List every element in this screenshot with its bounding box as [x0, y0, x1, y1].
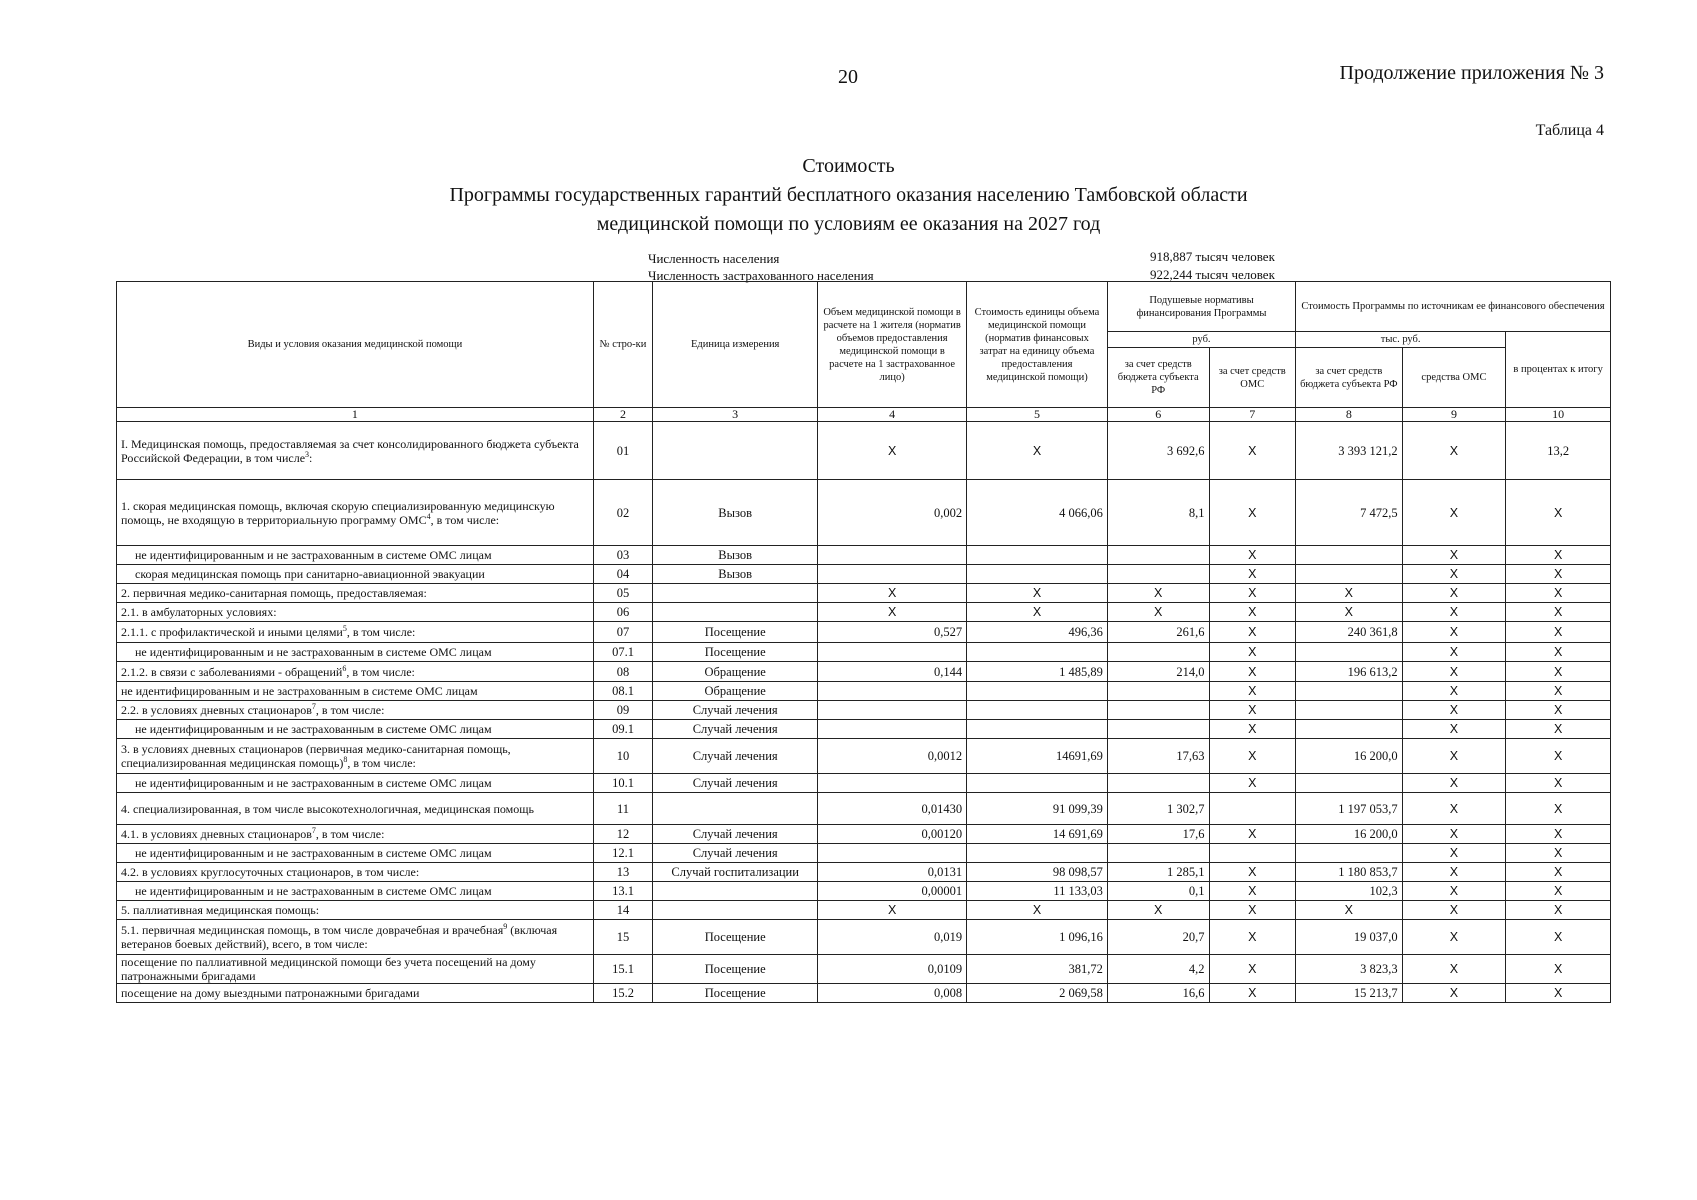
cell-v6: [1107, 682, 1209, 701]
col-number: 8: [1296, 408, 1403, 422]
cell-v7: [1209, 793, 1296, 825]
cell-v10: X: [1506, 662, 1611, 682]
table-row: [117, 863, 1611, 882]
cell-v4: 0,0012: [818, 739, 967, 774]
table-row: [117, 422, 1611, 480]
cell-v7: X: [1209, 565, 1296, 584]
cell-v5: X: [967, 584, 1108, 603]
row-line-number: 15: [593, 920, 652, 955]
cell-v4: X: [818, 901, 967, 920]
table-row: [117, 984, 1611, 1003]
cell-v6: 1 302,7: [1107, 793, 1209, 825]
cell-v8: 16 200,0: [1296, 739, 1403, 774]
row-name: не идентифицированным и не застрахованным в системе ОМС лицам: [117, 643, 594, 662]
row-unit: Случай лечения: [653, 774, 818, 793]
cell-v9: X: [1402, 603, 1506, 622]
cell-v5: [967, 682, 1108, 701]
cell-v7: X: [1209, 546, 1296, 565]
row-line-number: 14: [593, 901, 652, 920]
cell-v4: 0,00001: [818, 882, 967, 901]
title-line-3: медицинской помощи по условиям ее оказания на 2027 год: [596, 213, 1101, 235]
cell-v9: X: [1402, 955, 1506, 984]
cell-v4: 0,144: [818, 662, 967, 682]
cell-v6: 8,1: [1107, 480, 1209, 546]
row-name: 5.1. первичная медицинская помощь, в том числе доврачебная и врачебная$^9$ (включая ветеранов боевых действий), всего, в том числе:: [117, 920, 594, 955]
cell-v7: X: [1209, 863, 1296, 882]
cell-v9: X: [1402, 565, 1506, 584]
table-row: [117, 844, 1611, 863]
table-row: [117, 701, 1611, 720]
cell-v9: X: [1402, 920, 1506, 955]
row-line-number: 02: [593, 480, 652, 546]
cell-v7: X: [1209, 603, 1296, 622]
cell-v8: X: [1296, 901, 1403, 920]
cell-v5: [967, 643, 1108, 662]
cell-v4: 0,00120: [818, 825, 967, 844]
cell-v8: X: [1296, 584, 1403, 603]
col-number: 9: [1402, 408, 1506, 422]
row-line-number: 09: [593, 701, 652, 720]
cell-v9: X: [1402, 643, 1506, 662]
cell-v8: 240 361,8: [1296, 622, 1403, 643]
cell-v8: 7 472,5: [1296, 480, 1403, 546]
cell-v6: X: [1107, 603, 1209, 622]
cell-v10: X: [1506, 863, 1611, 882]
row-name: 4.1. в условиях дневных стационаров$^7$, в том числе:: [117, 825, 594, 844]
row-line-number: 05: [593, 584, 652, 603]
cell-v7: X: [1209, 682, 1296, 701]
cell-v8: [1296, 682, 1403, 701]
row-unit: Случай лечения: [653, 720, 818, 739]
cell-v6: [1107, 844, 1209, 863]
row-line-number: 11: [593, 793, 652, 825]
cell-v10: X: [1506, 565, 1611, 584]
cell-v7: X: [1209, 920, 1296, 955]
cell-v6: 17,63: [1107, 739, 1209, 774]
row-unit: Обращение: [653, 662, 818, 682]
row-line-number: 04: [593, 565, 652, 584]
table-body: [117, 422, 1611, 1003]
table-row: [117, 901, 1611, 920]
cell-v8: [1296, 565, 1403, 584]
cell-v4: 0,0131: [818, 863, 967, 882]
cell-v4: 0,0109: [818, 955, 967, 984]
cell-v5: [967, 774, 1108, 793]
cell-v8: [1296, 546, 1403, 565]
cell-v4: [818, 844, 967, 863]
cell-v10: X: [1506, 844, 1611, 863]
row-name: 2. первичная медико-санитарная помощь, предоставляемая:: [117, 584, 594, 603]
row-line-number: 01: [593, 422, 652, 480]
col-number: 2: [593, 408, 652, 422]
table-row: [117, 955, 1611, 984]
cell-v6: [1107, 701, 1209, 720]
table-row: [117, 622, 1611, 643]
cell-v10: 13,2: [1506, 422, 1611, 480]
table-label: Таблица 4: [1535, 122, 1604, 139]
table-row: [117, 682, 1611, 701]
cell-v4: [818, 565, 967, 584]
table-row: [117, 643, 1611, 662]
table-row: [117, 793, 1611, 825]
row-line-number: 07.1: [593, 643, 652, 662]
cell-v9: X: [1402, 682, 1506, 701]
row-line-number: 15.1: [593, 955, 652, 984]
cell-v10: X: [1506, 622, 1611, 643]
col-number: 7: [1209, 408, 1296, 422]
cell-v7: X: [1209, 584, 1296, 603]
table-row: [117, 603, 1611, 622]
cell-v10: X: [1506, 739, 1611, 774]
cell-v6: [1107, 565, 1209, 584]
cell-v9: X: [1402, 701, 1506, 720]
row-name: скорая медицинская помощь при санитарно-авиационной эвакуации: [117, 565, 594, 584]
row-name: посещение по паллиативной медицинской помощи без учета посещений на дому патронажными бригадами: [117, 955, 594, 984]
col-number: 3: [653, 408, 818, 422]
cell-v8: 3 393 121,2: [1296, 422, 1403, 480]
title-line-1: Стоимость: [802, 155, 895, 177]
cell-v7: X: [1209, 882, 1296, 901]
col-header-unit-cost: Стоимость единицы объема медицинской помощи (норматив финансовых затрат на единицу объема предоставления медицинской помощи): [967, 282, 1108, 408]
cell-v9: X: [1402, 739, 1506, 774]
col-header-kinds: Виды и условия оказания медицинской помощи: [117, 282, 594, 408]
cell-v8: 1 180 853,7: [1296, 863, 1403, 882]
cell-v6: 16,6: [1107, 984, 1209, 1003]
title-line-2: Программы государственных гарантий бесплатного оказания населению Тамбовской области: [449, 184, 1248, 206]
cell-v7: X: [1209, 480, 1296, 546]
col-group-program-cost: Стоимость Программы по источникам ее финансового обеспечения: [1296, 282, 1611, 332]
col-number: 10: [1506, 408, 1611, 422]
cell-v8: [1296, 844, 1403, 863]
cell-v5: 98 098,57: [967, 863, 1108, 882]
cell-v10: X: [1506, 984, 1611, 1003]
cell-v7: X: [1209, 774, 1296, 793]
cell-v7: X: [1209, 662, 1296, 682]
cell-v6: [1107, 720, 1209, 739]
row-unit: [653, 901, 818, 920]
cell-v6: [1107, 643, 1209, 662]
row-line-number: 07: [593, 622, 652, 643]
row-unit: Вызов: [653, 546, 818, 565]
row-name: 2.2. в условиях дневных стационаров$^7$, в том числе:: [117, 701, 594, 720]
cell-v10: X: [1506, 720, 1611, 739]
cell-v6: 17,6: [1107, 825, 1209, 844]
row-name: 1. скорая медицинская помощь, включая скорую специализированную медицинскую помощь, не входящую в территориальную программу ОМС$^4$, в том числе:: [117, 480, 594, 546]
row-unit: Вызов: [653, 565, 818, 584]
table-row: [117, 565, 1611, 584]
table-row: [117, 584, 1611, 603]
row-unit: [653, 584, 818, 603]
cell-v4: X: [818, 584, 967, 603]
cell-v7: X: [1209, 622, 1296, 643]
cell-v8: 15 213,7: [1296, 984, 1403, 1003]
col-header-line-no: № стро-ки: [593, 282, 652, 408]
col-header-budget-cost: за счет средств бюджета субъекта РФ: [1296, 348, 1403, 408]
cell-v5: 91 099,39: [967, 793, 1108, 825]
cell-v6: 0,1: [1107, 882, 1209, 901]
col-number: 4: [818, 408, 967, 422]
row-name: 4. специализированная, в том числе высокотехнологичная, медицинская помощь: [117, 793, 594, 825]
cell-v10: X: [1506, 793, 1611, 825]
cell-v9: X: [1402, 584, 1506, 603]
cell-v7: X: [1209, 901, 1296, 920]
cell-v9: X: [1402, 480, 1506, 546]
row-name: 3. в условиях дневных стационаров (первичная медико-санитарная помощь, специализированная медицинская помощь)$^8$, в том числе:: [117, 739, 594, 774]
cell-v4: [818, 546, 967, 565]
row-unit: Вызов: [653, 480, 818, 546]
row-name: посещение на дому выездными патронажными бригадами: [117, 984, 594, 1003]
cell-v8: 3 823,3: [1296, 955, 1403, 984]
cell-v10: X: [1506, 955, 1611, 984]
cell-v9: X: [1402, 863, 1506, 882]
cell-v9: X: [1402, 720, 1506, 739]
cell-v4: [818, 643, 967, 662]
col-unit-thousand-rub: тыс. руб.: [1296, 332, 1506, 348]
row-unit: Посещение: [653, 643, 818, 662]
cell-v10: X: [1506, 882, 1611, 901]
row-name: 4.2. в условиях круглосуточных стационаров, в том числе:: [117, 863, 594, 882]
cell-v6: X: [1107, 901, 1209, 920]
row-name: 2.1.1. с профилактической и иными целями$^5$, в том числе:: [117, 622, 594, 643]
row-name: не идентифицированным и не застрахованным в системе ОМС лицам: [117, 844, 594, 863]
row-name: 2.1. в амбулаторных условиях:: [117, 603, 594, 622]
insured-population-label: Численность застрахованного населения: [648, 268, 874, 283]
cell-v8: 1 197 053,7: [1296, 793, 1403, 825]
cell-v9: X: [1402, 882, 1506, 901]
cell-v5: [967, 701, 1108, 720]
cell-v5: X: [967, 422, 1108, 480]
cell-v4: X: [818, 422, 967, 480]
cell-v5: X: [967, 603, 1108, 622]
col-number: 6: [1107, 408, 1209, 422]
row-line-number: 09.1: [593, 720, 652, 739]
cell-v5: 11 133,03: [967, 882, 1108, 901]
row-name: I. Медицинская помощь, предоставляемая за счет консолидированного бюджета субъекта Российской Федерации, в том числе$^3$:: [117, 422, 594, 480]
row-line-number: 03: [593, 546, 652, 565]
cell-v10: X: [1506, 774, 1611, 793]
cost-table: [116, 281, 1611, 1003]
row-unit: Обращение: [653, 682, 818, 701]
row-unit: Случай лечения: [653, 739, 818, 774]
cell-v8: [1296, 701, 1403, 720]
row-unit: Случай лечения: [653, 825, 818, 844]
row-unit: Случай лечения: [653, 701, 818, 720]
col-group-per-capita: Подушевые нормативы финансирования Программы: [1107, 282, 1295, 332]
cell-v9: X: [1402, 622, 1506, 643]
cell-v4: [818, 682, 967, 701]
cell-v4: 0,01430: [818, 793, 967, 825]
cell-v5: [967, 565, 1108, 584]
cell-v8: [1296, 643, 1403, 662]
row-unit: [653, 882, 818, 901]
cell-v10: X: [1506, 480, 1611, 546]
table-row: [117, 546, 1611, 565]
cell-v5: 2 069,58: [967, 984, 1108, 1003]
cell-v7: X: [1209, 984, 1296, 1003]
cell-v8: 102,3: [1296, 882, 1403, 901]
cell-v8: 16 200,0: [1296, 825, 1403, 844]
row-line-number: 15.2: [593, 984, 652, 1003]
row-name: 2.1.2. в связи с заболеваниями - обращений$^6$, в том числе:: [117, 662, 594, 682]
cell-v9: X: [1402, 793, 1506, 825]
col-header-oms-cost: средства ОМС: [1402, 348, 1506, 408]
row-unit: [653, 603, 818, 622]
continuation-label: Продолжение приложения № 3: [1339, 62, 1604, 84]
cell-v9: X: [1402, 422, 1506, 480]
cell-v10: X: [1506, 920, 1611, 955]
document-title: [0, 152, 1697, 239]
cell-v4: [818, 720, 967, 739]
cell-v9: X: [1402, 662, 1506, 682]
row-name: 5. паллиативная медицинская помощь:: [117, 901, 594, 920]
cell-v9: X: [1402, 984, 1506, 1003]
row-line-number: 08.1: [593, 682, 652, 701]
cell-v9: X: [1402, 844, 1506, 863]
table-row: [117, 720, 1611, 739]
row-line-number: 13: [593, 863, 652, 882]
cell-v10: X: [1506, 682, 1611, 701]
cell-v5: 14 691,69: [967, 825, 1108, 844]
population-value: 918,887 тысяч человек: [1150, 249, 1275, 264]
col-number: 5: [967, 408, 1108, 422]
row-unit: [653, 793, 818, 825]
cell-v5: 381,72: [967, 955, 1108, 984]
row-unit: Случай госпитализации: [653, 863, 818, 882]
cell-v7: X: [1209, 643, 1296, 662]
cell-v5: [967, 546, 1108, 565]
row-line-number: 12: [593, 825, 652, 844]
row-name: не идентифицированным и не застрахованным в системе ОМС лицам: [117, 546, 594, 565]
row-line-number: 13.1: [593, 882, 652, 901]
row-unit: Случай лечения: [653, 844, 818, 863]
cell-v6: 3 692,6: [1107, 422, 1209, 480]
table-row: [117, 825, 1611, 844]
cell-v5: 496,36: [967, 622, 1108, 643]
page-number: 20: [838, 66, 858, 88]
row-name: не идентифицированным и не застрахованным в системе ОМС лицам: [117, 682, 594, 701]
cell-v10: X: [1506, 825, 1611, 844]
cell-v7: X: [1209, 720, 1296, 739]
table-row: [117, 920, 1611, 955]
row-unit: Посещение: [653, 622, 818, 643]
row-line-number: 10: [593, 739, 652, 774]
col-header-budget-per-capita: за счет средств бюджета субъекта РФ: [1107, 348, 1209, 408]
cell-v7: X: [1209, 825, 1296, 844]
cell-v10: X: [1506, 603, 1611, 622]
cell-v8: [1296, 774, 1403, 793]
cell-v7: X: [1209, 739, 1296, 774]
cell-v7: X: [1209, 955, 1296, 984]
row-name: не идентифицированным и не застрахованным в системе ОМС лицам: [117, 774, 594, 793]
col-number: 1: [117, 408, 594, 422]
table-row: [117, 774, 1611, 793]
cell-v6: [1107, 774, 1209, 793]
col-header-unit: Единица измерения: [653, 282, 818, 408]
cell-v10: X: [1506, 643, 1611, 662]
cell-v4: 0,019: [818, 920, 967, 955]
row-unit: Посещение: [653, 984, 818, 1003]
cell-v4: [818, 774, 967, 793]
row-line-number: 06: [593, 603, 652, 622]
cell-v8: 196 613,2: [1296, 662, 1403, 682]
cell-v5: 4 066,06: [967, 480, 1108, 546]
row-unit: Посещение: [653, 955, 818, 984]
cell-v7: [1209, 844, 1296, 863]
table-row: [117, 480, 1611, 546]
cell-v5: [967, 720, 1108, 739]
cell-v5: [967, 844, 1108, 863]
row-name: не идентифицированным и не застрахованным в системе ОМС лицам: [117, 882, 594, 901]
cell-v7: X: [1209, 422, 1296, 480]
cell-v8: 19 037,0: [1296, 920, 1403, 955]
cell-v5: X: [967, 901, 1108, 920]
cell-v10: X: [1506, 701, 1611, 720]
cell-v8: [1296, 720, 1403, 739]
cell-v4: 0,002: [818, 480, 967, 546]
cell-v4: 0,008: [818, 984, 967, 1003]
cell-v6: [1107, 546, 1209, 565]
table-row: [117, 739, 1611, 774]
cell-v10: X: [1506, 901, 1611, 920]
insured-population-value: 922,244 тысяч человек: [1150, 267, 1275, 282]
cell-v6: 1 285,1: [1107, 863, 1209, 882]
cell-v9: X: [1402, 546, 1506, 565]
cell-v4: [818, 701, 967, 720]
cell-v6: 214,0: [1107, 662, 1209, 682]
cell-v5: 14691,69: [967, 739, 1108, 774]
cell-v10: X: [1506, 546, 1611, 565]
row-line-number: 08: [593, 662, 652, 682]
table-row: [117, 882, 1611, 901]
cell-v6: X: [1107, 584, 1209, 603]
cell-v9: X: [1402, 774, 1506, 793]
row-unit: Посещение: [653, 920, 818, 955]
cell-v10: X: [1506, 584, 1611, 603]
cell-v9: X: [1402, 901, 1506, 920]
cell-v8: X: [1296, 603, 1403, 622]
cell-v4: X: [818, 603, 967, 622]
cell-v6: 4,2: [1107, 955, 1209, 984]
row-unit: [653, 422, 818, 480]
col-header-percent: в процентах к итогу: [1506, 332, 1611, 408]
col-header-oms-per-capita: за счет средств ОМС: [1209, 348, 1296, 408]
col-unit-rub: руб.: [1107, 332, 1295, 348]
cell-v6: 261,6: [1107, 622, 1209, 643]
cell-v6: 20,7: [1107, 920, 1209, 955]
cell-v7: X: [1209, 701, 1296, 720]
cell-v4: 0,527: [818, 622, 967, 643]
table-row: [117, 662, 1611, 682]
row-line-number: 10.1: [593, 774, 652, 793]
row-line-number: 12.1: [593, 844, 652, 863]
cell-v5: 1 096,16: [967, 920, 1108, 955]
col-header-volume: Объем медицинской помощи в расчете на 1 жителя (норматив объемов предоставления медицинской помощи в расчете на 1 застрахованное лицо): [818, 282, 967, 408]
cell-v5: 1 485,89: [967, 662, 1108, 682]
population-label: Численность населения: [648, 251, 780, 266]
cell-v9: X: [1402, 825, 1506, 844]
row-name: не идентифицированным и не застрахованным в системе ОМС лицам: [117, 720, 594, 739]
